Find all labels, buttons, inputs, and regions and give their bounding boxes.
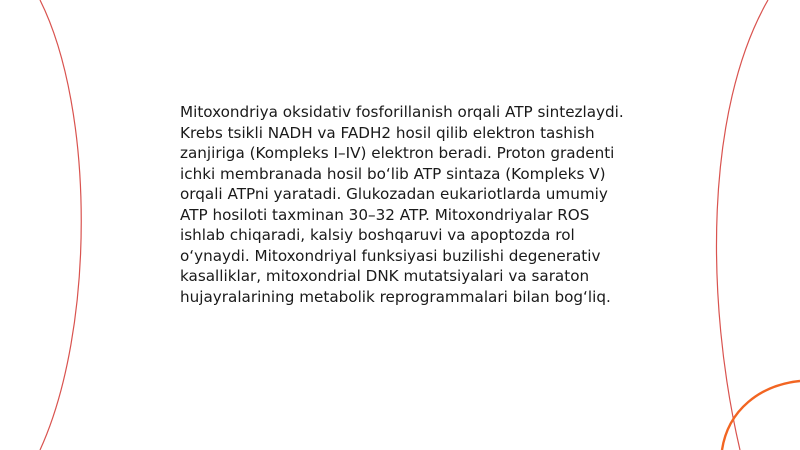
- left-curve-line: [40, 0, 81, 450]
- body-paragraph: Mitoxondriya oksidativ fosforillanish orqali ATP sintezlaydi. Krebs tsikli NADH va FADH2 hosil qilib elektron tashish zanjiriga (Kompleks I–IV) elektron beradi. Proton gradenti ichki membranada hosil bo‘lib ATP sintaza (Kompleks V) orqali ATPni yaratadi. Glukozadan eukariotlarda umumiy ATP hosiloti taxminan 30–32 ATP. Mitoxondriyalar ROS ishlab chiqaradi, kalsiy boshqaruvi va apoptozda rol o‘ynaydi. Mitoxondriyal funksiyasi buzilishi degenerativ kasalliklar, mitoxondrial DNK mutatsiyalari va saraton hujayralarining metabolik reprogrammalari bilan bog‘liq.: [180, 103, 624, 306]
- right-curve-line: [716, 0, 768, 450]
- orange-accent-curve: [722, 381, 800, 450]
